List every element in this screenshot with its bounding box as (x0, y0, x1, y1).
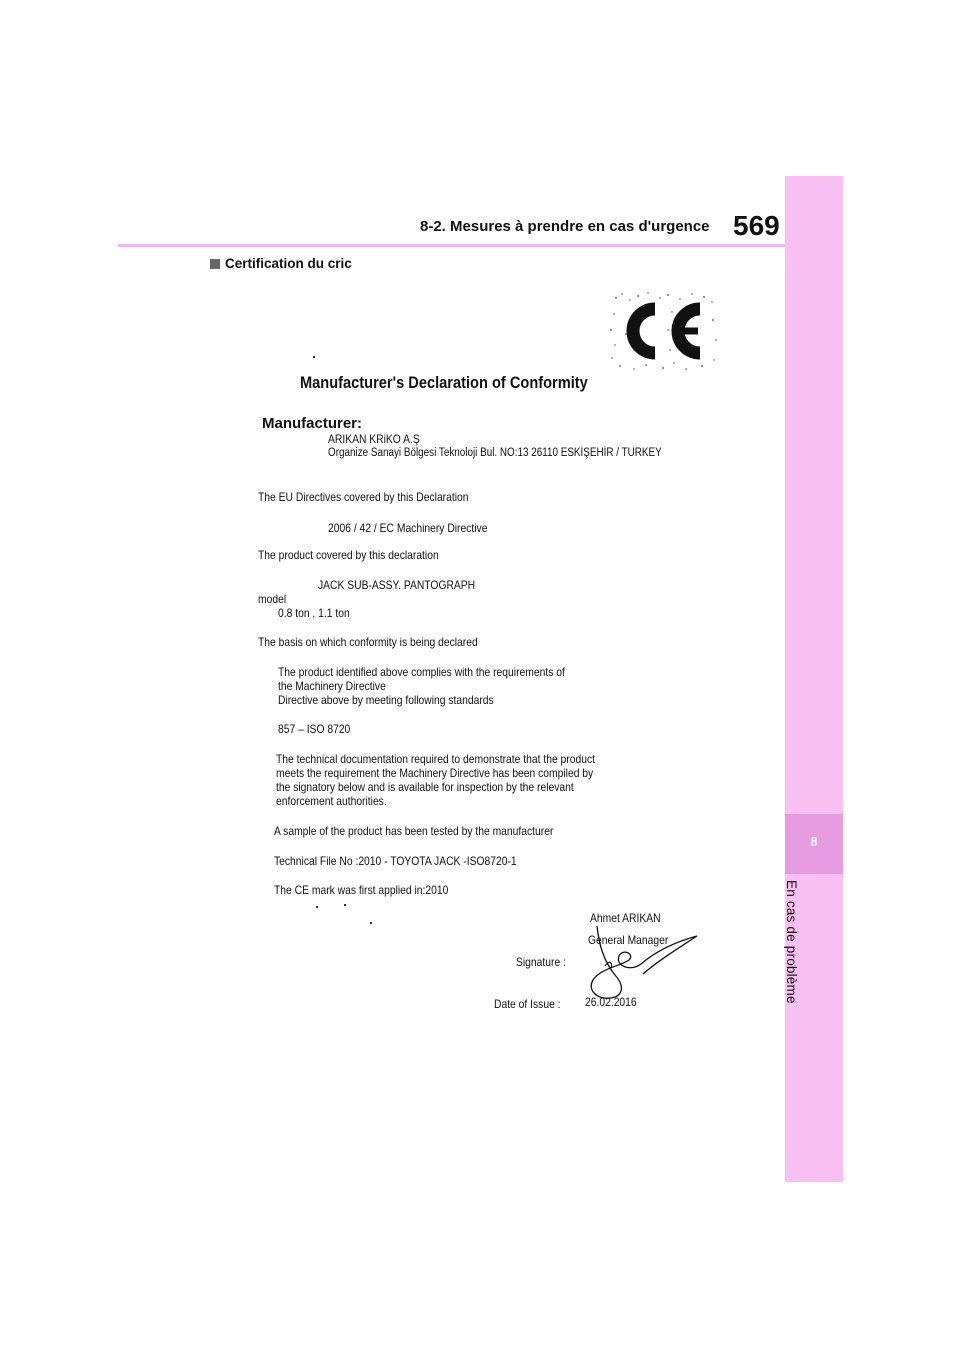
tech-line-4: enforcement authorities. (276, 794, 387, 808)
subsection-title-text: Certification du cric (225, 256, 352, 271)
product-name: JACK SUB-ASSY. PANTOGRAPH (318, 578, 476, 592)
directive: 2006 / 42 / EC Machinery Directive (328, 521, 488, 535)
declaration-title: Manufacturer's Declaration of Conformity (300, 373, 588, 392)
scan-speck (370, 922, 372, 924)
header-rule (118, 244, 785, 247)
date-label: Date of Issue : (494, 997, 561, 1011)
sample-line: A sample of the product has been tested by the manufacturer (274, 824, 554, 838)
directives-label: The EU Directives covered by this Declaration (258, 490, 469, 504)
manufacturer-label: Manufacturer: (262, 415, 363, 432)
manufacturer-address: Organize Sanayi Bölgesi Teknoloji Bul. NO:13 26110 ESKİŞEHİR / TURKEY (328, 447, 662, 459)
scan-speck (344, 904, 346, 906)
square-bullet-icon (210, 259, 220, 269)
chapter-sidebar (785, 176, 843, 1182)
basis-label: The basis on which conformity is being declared (258, 635, 478, 649)
chapter-label-text: En cas de problème (784, 880, 799, 1004)
basis-line-3: Directive above by meeting following standards (278, 693, 494, 707)
ce-mark-logo (608, 290, 720, 372)
signer-title: General Manager (588, 933, 669, 947)
tech-line-1: The technical documentation required to demonstrate that the product (276, 752, 595, 766)
ce-first-applied: The CE mark was first applied in:2010 (274, 883, 449, 897)
chapter-label (784, 880, 808, 1010)
date-value: 26.02.2016 (585, 995, 637, 1009)
standard: 857 – ISO 8720 (278, 722, 351, 736)
model-values: 0.8 ton , 1.1 ton (278, 606, 350, 620)
section-title: 8-2. Mesures à prendre en cas d'urgence (420, 218, 710, 235)
page-number: 569 (733, 210, 780, 241)
basis-line-2: the Machinery Directive (278, 679, 386, 693)
product-label: The product covered by this declaration (258, 548, 439, 562)
chapter-number: 8 (810, 834, 818, 849)
tech-line-2: meets the requirement the Machinery Directive has been compiled by (276, 766, 594, 780)
signer-name: Ahmet ARIKAN (590, 911, 661, 925)
scan-speck (316, 906, 318, 908)
model-label: model (258, 592, 287, 606)
tech-line-3: the signatory below and is available for inspection by the relevant (276, 780, 574, 794)
subsection-title (210, 256, 352, 271)
manufacturer-name: ARIKAN KRiKO A.Ş (328, 432, 420, 446)
scan-speck (313, 356, 315, 358)
basis-line-1: The product identified above complies with the requirements of (278, 665, 565, 679)
technical-file: Technical File No :2010 - TOYOTA JACK -ISO8720-1 (274, 854, 517, 868)
signature-label: Signature : (516, 955, 566, 969)
